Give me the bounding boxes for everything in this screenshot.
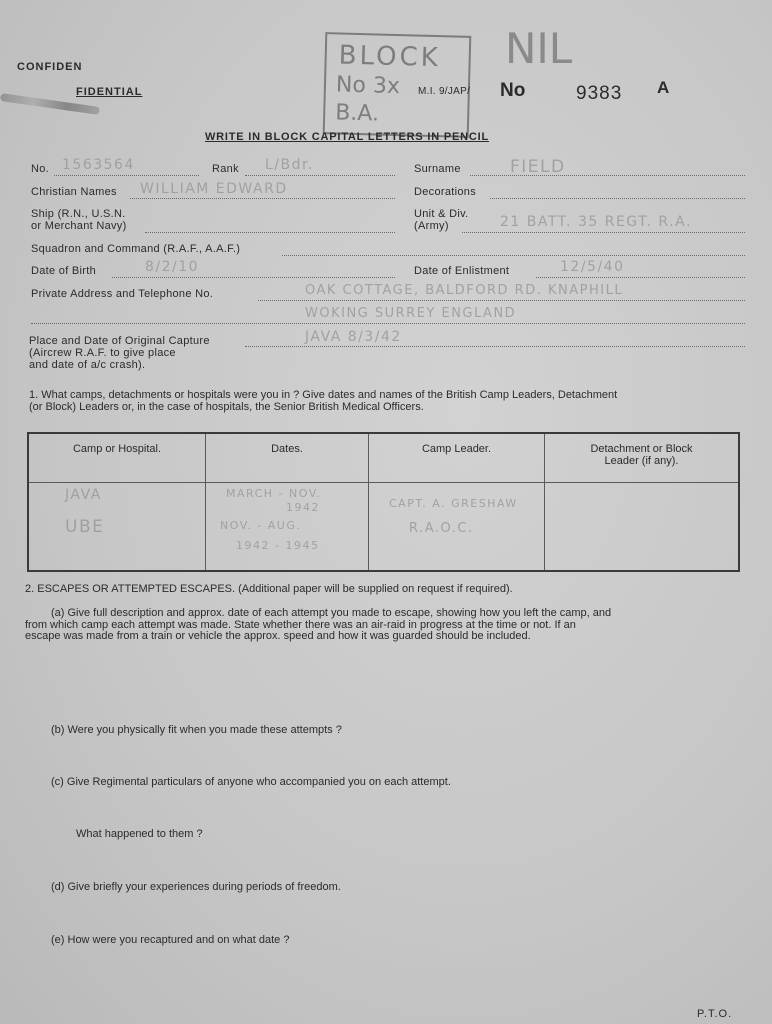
header-dates: Dates. [206, 433, 369, 483]
ship-label-2: or Merchant Navy) [31, 220, 127, 232]
capture-label-2: (Aircrew R.A.F. to give place [29, 347, 176, 359]
mi-label: M.I. 9/JAP/ [418, 86, 471, 97]
cell-dates [206, 483, 369, 572]
question-2a-line-2: from which camp each attempt was made. State whether there was an air-raid in progress at the time or not. If an [25, 619, 576, 631]
header-camp: Camp or Hospital. [28, 433, 206, 483]
rank-label: Rank [212, 163, 239, 175]
capture-label-1: Place and Date of Original Capture [29, 335, 210, 347]
ship-label-1: Ship (R.N., U.S.N. [31, 208, 126, 220]
squadron-label: Squadron and Command (R.A.F., A.A.F.) [31, 243, 241, 255]
enlistment-label: Date of Enlistment [414, 265, 510, 277]
cell-camps [28, 483, 206, 572]
question-1-line-1: 1. What camps, detachments or hospitals were you in ? Give dates and names of the British Camp Leaders, Detachment [29, 389, 618, 401]
question-1-line-2: (or Block) Leaders or, in the case of hospitals, the Senior British Medical Officers. [29, 401, 424, 413]
stamp-line-2: No 3x [335, 72, 401, 100]
unit-value: 21 BATT. 35 REGT. R.A. [500, 214, 692, 230]
date-1: MARCH - NOV. [226, 487, 322, 500]
pto-label: P.T.O. [697, 1008, 733, 1020]
no-value: 1563564 [62, 157, 135, 173]
date-3: NOV. - AUG. [220, 519, 302, 532]
question-2b: (b) Were you physically fit when you made these attempts ? [51, 724, 342, 736]
question-2-title: 2. ESCAPES OR ATTEMPTED ESCAPES. (Additional paper will be supplied on request if required). [25, 583, 513, 595]
unit-label-1: Unit & Div. [414, 208, 469, 220]
cell-detachment-leader [545, 483, 740, 572]
question-2d: (d) Give briefly your experiences during periods of freedom. [51, 881, 341, 893]
rank-value: L/Bdr. [265, 157, 314, 173]
header-detachment-leader: Detachment or Block Leader (if any). [545, 433, 740, 483]
question-2c: (c) Give Regimental particulars of anyone who accompanied you on each attempt. [51, 776, 451, 788]
camps-table [27, 432, 740, 572]
confidential-label-1: CONFIDEN [17, 61, 83, 73]
enlistment-value: 12/5/40 [560, 259, 625, 275]
dob-label: Date of Birth [31, 265, 97, 277]
no-label: No. [31, 163, 50, 175]
form-number: 9383 [576, 83, 623, 104]
form-suffix: A [657, 78, 670, 97]
confidential-label-2: FIDENTIAL [76, 86, 143, 98]
address-value-1: OAK COTTAGE, BALDFORD RD. KNAPHILL [305, 283, 624, 298]
question-2e: (e) How were you recaptured and on what date ? [51, 934, 290, 946]
question-2a-line-1: (a) Give full description and approx. date of each attempt you made to escape, showing how you left the camp, and [51, 607, 612, 619]
nil-handwriting: NIL [505, 24, 573, 73]
cell-camp-leader [369, 483, 545, 572]
unit-label-2: (Army) [414, 220, 449, 232]
surname-value: FIELD [510, 157, 566, 177]
question-2c-followup: What happened to them ? [76, 828, 203, 840]
address-value-2: WOKING SURREY ENGLAND [305, 306, 517, 321]
header-camp-leader: Camp Leader. [369, 433, 545, 483]
stamp-line-3: B.A. [334, 100, 380, 127]
christian-names-value: WILLIAM EDWARD [140, 181, 288, 197]
block-stamp [323, 32, 472, 138]
surname-label: Surname [414, 163, 461, 175]
capture-value: JAVA 8/3/42 [305, 329, 402, 345]
number-label: No [500, 80, 526, 101]
christian-names-label: Christian Names [31, 186, 117, 198]
dob-value: 8/2/10 [145, 259, 200, 275]
date-2: 1942 [286, 501, 320, 514]
stamp-line-1: BLOCK [338, 40, 442, 74]
question-2a-line-3: escape was made from a train or vehicle the approx. speed and how it was guarded should be included. [25, 630, 531, 642]
leader-2: R.A.O.C. [409, 521, 474, 536]
instruction-title: WRITE IN BLOCK CAPITAL LETTERS IN PENCIL [205, 131, 489, 143]
address-label: Private Address and Telephone No. [31, 288, 214, 300]
camp-1: JAVA [65, 487, 102, 503]
date-4: 1942 - 1945 [236, 539, 320, 552]
leader-1: CAPT. A. GRESHAW [389, 497, 518, 510]
decorations-label: Decorations [414, 186, 476, 198]
camp-2: UBE [65, 517, 105, 537]
capture-label-3: and date of a/c crash). [29, 359, 146, 371]
